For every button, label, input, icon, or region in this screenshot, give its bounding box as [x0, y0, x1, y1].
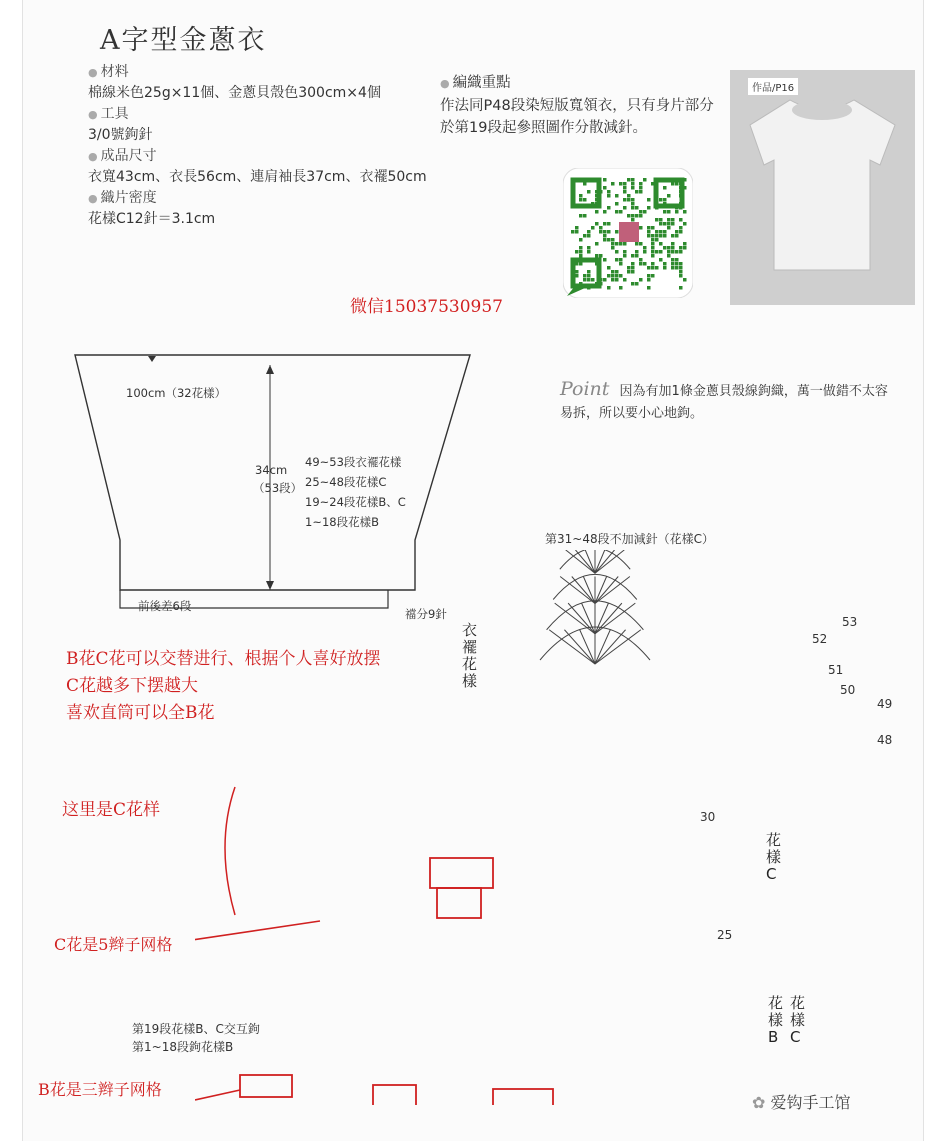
pattern-c-label-2: 花樣C	[790, 994, 806, 1046]
chart-caption-19: 第19段花樣B、C交互鉤	[132, 1022, 260, 1036]
red-note-line2: C花越多下摆越大	[66, 676, 199, 696]
watermark	[752, 1090, 851, 1113]
key-points	[440, 72, 720, 139]
top-width-label: 100cm（32花樣）	[126, 386, 227, 400]
point-note	[560, 378, 900, 425]
gauge-label: ● 織片密度	[88, 188, 438, 209]
b-mesh-note: B花是三辫子网格	[38, 1080, 162, 1099]
row-53: 53	[842, 615, 858, 629]
row-50: 50	[840, 683, 856, 697]
gauge-text: 花樣C12針＝3.1cm	[88, 211, 216, 227]
side-label: 襠分9針	[405, 607, 447, 621]
size-text: 衣寬43cm、衣長56cm、連肩袖長37cm、衣襬50cm	[88, 169, 427, 185]
c-pattern-note: 这里是C花样	[62, 800, 161, 820]
watermark-text: 爱钩手工馆	[770, 1093, 851, 1112]
row-51: 51	[828, 663, 844, 677]
hem-pattern-label: 衣襬花樣	[462, 621, 478, 690]
wechat-icon: ✿	[752, 1093, 771, 1112]
row-range-3: 19~24段花樣B、C	[305, 495, 406, 509]
spec-list	[88, 62, 438, 230]
key-points-label: ● 編織重點	[440, 72, 720, 95]
garment-photo	[730, 70, 915, 305]
top-chart-caption: 第31~48段不加減針（花樣C）	[545, 532, 714, 546]
bottom-label: 前後差6段	[138, 599, 192, 613]
pattern-c-label: 花樣C	[766, 831, 782, 883]
row-25: 25	[717, 928, 733, 942]
size-label: ● 成品尺寸	[88, 146, 438, 167]
row-30: 30	[700, 810, 716, 824]
page-title: A字型金蔥衣	[100, 25, 267, 56]
point-word: Point	[560, 378, 610, 400]
materials-text: 棉線米色25g×11個、金蔥貝殼色300cm×4個	[88, 85, 381, 101]
photo-label: 作品/P16	[748, 78, 798, 95]
red-note-line3: 喜欢直筒可以全B花	[66, 703, 215, 723]
height-label: 34cm	[255, 463, 288, 477]
main-stitch-chart	[195, 755, 755, 1105]
tools-label: ● 工具	[88, 104, 438, 125]
wechat-number: 微信15037530957	[350, 297, 503, 317]
c-mesh-note: C花是5辫子网格	[54, 935, 173, 954]
row-range-4: 1~18段花樣B	[305, 515, 379, 529]
tools-text: 3/0號鉤針	[88, 127, 153, 143]
row-range-2: 25~48段花樣C	[305, 475, 387, 489]
row-52: 52	[812, 632, 828, 646]
red-note-block	[66, 646, 381, 727]
hem-stitch-chart	[505, 550, 895, 750]
red-note-line1: B花C花可以交替进行、根据个人喜好放摆	[66, 649, 381, 669]
materials-label: ● 材料	[88, 62, 438, 83]
row-49: 49	[877, 697, 893, 711]
height-rows-label: （53段）	[253, 481, 303, 495]
row-list	[305, 452, 406, 532]
row-48: 48	[877, 733, 893, 747]
point-text: 因為有加1條金蔥貝殼線鉤織，萬一做錯不太容易拆，所以要小心地鉤。	[560, 384, 888, 421]
row-range-1: 49~53段衣襬花樣	[305, 455, 402, 469]
key-points-text: 作法同P48段染短版寬領衣，只有身片部分於第19段起參照圖作分散減針。	[440, 98, 714, 136]
chart-caption-1-18: 第1~18段鉤花樣B	[132, 1040, 234, 1054]
wechat-qr-code	[563, 168, 693, 298]
pattern-b-label: 花樣B	[768, 994, 784, 1046]
